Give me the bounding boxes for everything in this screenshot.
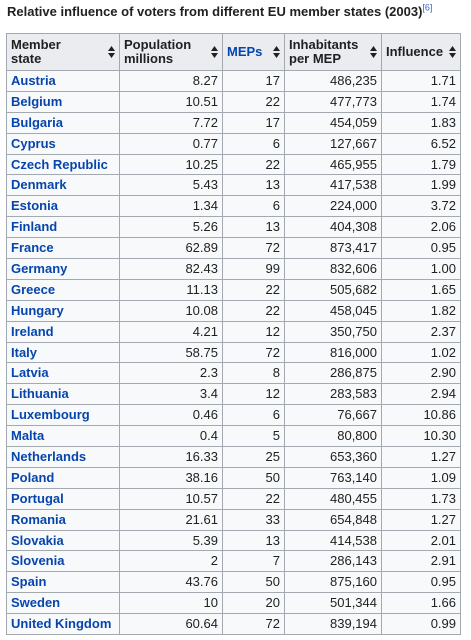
table-caption bbox=[7, 4, 432, 19]
inhabitants-per-mep-cell: 763,140 bbox=[285, 467, 382, 488]
meps-cell: 13 bbox=[223, 530, 285, 551]
population-cell: 5.26 bbox=[120, 217, 223, 238]
member-state-link[interactable]: Ireland bbox=[7, 321, 120, 342]
inhabitants-per-mep-cell: 127,667 bbox=[285, 133, 382, 154]
population-cell: 3.4 bbox=[120, 384, 223, 405]
population-cell: 10 bbox=[120, 593, 223, 614]
column-header-inhabitants-per-mep[interactable] bbox=[285, 34, 382, 71]
table-row bbox=[7, 572, 461, 593]
influence-table bbox=[6, 33, 461, 635]
member-state-link[interactable]: Czech Republic bbox=[7, 154, 120, 175]
header-label: state bbox=[11, 51, 42, 66]
meps-cell: 6 bbox=[223, 405, 285, 426]
influence-cell: 0.95 bbox=[382, 572, 461, 593]
influence-cell: 2.91 bbox=[382, 551, 461, 572]
table-row bbox=[7, 217, 461, 238]
member-state-link[interactable]: Slovakia bbox=[7, 530, 120, 551]
header-label: Member bbox=[11, 37, 61, 52]
meps-cell: 50 bbox=[223, 467, 285, 488]
member-state-link[interactable]: Cyprus bbox=[7, 133, 120, 154]
influence-cell: 1.27 bbox=[382, 509, 461, 530]
sort-arrows-icon[interactable] bbox=[108, 46, 115, 58]
table-row bbox=[7, 384, 461, 405]
population-cell: 58.75 bbox=[120, 342, 223, 363]
influence-cell: 1.66 bbox=[382, 593, 461, 614]
population-cell: 11.13 bbox=[120, 279, 223, 300]
meps-cell: 22 bbox=[223, 91, 285, 112]
population-cell: 10.25 bbox=[120, 154, 223, 175]
meps-cell: 13 bbox=[223, 217, 285, 238]
inhabitants-per-mep-cell: 505,682 bbox=[285, 279, 382, 300]
member-state-link[interactable]: Luxembourg bbox=[7, 405, 120, 426]
influence-cell: 2.06 bbox=[382, 217, 461, 238]
table-row bbox=[7, 447, 461, 468]
table-row bbox=[7, 405, 461, 426]
influence-cell: 1.79 bbox=[382, 154, 461, 175]
inhabitants-per-mep-cell: 414,538 bbox=[285, 530, 382, 551]
table-row bbox=[7, 133, 461, 154]
inhabitants-per-mep-cell: 501,344 bbox=[285, 593, 382, 614]
table-row bbox=[7, 154, 461, 175]
table-row bbox=[7, 300, 461, 321]
meps-cell: 6 bbox=[223, 196, 285, 217]
member-state-link[interactable]: Austria bbox=[7, 71, 120, 92]
meps-cell: 17 bbox=[223, 71, 285, 92]
population-cell: 2.3 bbox=[120, 363, 223, 384]
meps-cell: 72 bbox=[223, 342, 285, 363]
influence-cell: 6.52 bbox=[382, 133, 461, 154]
table-row bbox=[7, 530, 461, 551]
table-row bbox=[7, 279, 461, 300]
influence-cell: 10.30 bbox=[382, 426, 461, 447]
table-row bbox=[7, 426, 461, 447]
inhabitants-per-mep-cell: 486,235 bbox=[285, 71, 382, 92]
member-state-link[interactable]: Greece bbox=[7, 279, 120, 300]
population-cell: 21.61 bbox=[120, 509, 223, 530]
member-state-link[interactable]: Sweden bbox=[7, 593, 120, 614]
member-state-link[interactable]: Romania bbox=[7, 509, 120, 530]
column-header-influence[interactable] bbox=[382, 34, 461, 71]
member-state-link[interactable]: Spain bbox=[7, 572, 120, 593]
influence-cell: 0.95 bbox=[382, 238, 461, 259]
meps-cell: 13 bbox=[223, 175, 285, 196]
inhabitants-per-mep-cell: 80,800 bbox=[285, 426, 382, 447]
population-cell: 4.21 bbox=[120, 321, 223, 342]
population-cell: 5.39 bbox=[120, 530, 223, 551]
member-state-link[interactable]: Latvia bbox=[7, 363, 120, 384]
influence-cell: 10.86 bbox=[382, 405, 461, 426]
population-cell: 5.43 bbox=[120, 175, 223, 196]
population-cell: 0.46 bbox=[120, 405, 223, 426]
inhabitants-per-mep-cell: 465,955 bbox=[285, 154, 382, 175]
sort-arrows-icon[interactable] bbox=[273, 46, 280, 58]
inhabitants-per-mep-cell: 458,045 bbox=[285, 300, 382, 321]
header-label: millions bbox=[124, 51, 174, 66]
table-row bbox=[7, 71, 461, 92]
table-row bbox=[7, 488, 461, 509]
meps-cell: 72 bbox=[223, 238, 285, 259]
table-row bbox=[7, 509, 461, 530]
inhabitants-per-mep-cell: 480,455 bbox=[285, 488, 382, 509]
population-cell: 0.4 bbox=[120, 426, 223, 447]
inhabitants-per-mep-cell: 286,875 bbox=[285, 363, 382, 384]
header-row bbox=[7, 34, 461, 71]
inhabitants-per-mep-cell: 816,000 bbox=[285, 342, 382, 363]
inhabitants-per-mep-cell: 417,538 bbox=[285, 175, 382, 196]
inhabitants-per-mep-cell: 832,606 bbox=[285, 259, 382, 280]
population-cell: 43.76 bbox=[120, 572, 223, 593]
population-cell: 0.77 bbox=[120, 133, 223, 154]
influence-cell: 2.37 bbox=[382, 321, 461, 342]
member-state-link[interactable]: Bulgaria bbox=[7, 112, 120, 133]
table-row bbox=[7, 238, 461, 259]
meps-cell: 22 bbox=[223, 488, 285, 509]
table-row bbox=[7, 259, 461, 280]
influence-cell: 0.99 bbox=[382, 614, 461, 635]
member-state-link[interactable]: Netherlands bbox=[7, 447, 120, 468]
header-label: Influence bbox=[386, 44, 444, 59]
inhabitants-per-mep-cell: 477,773 bbox=[285, 91, 382, 112]
table-row bbox=[7, 614, 461, 635]
member-state-link[interactable]: Belgium bbox=[7, 91, 120, 112]
meps-cell: 22 bbox=[223, 154, 285, 175]
table-row bbox=[7, 342, 461, 363]
table-row bbox=[7, 91, 461, 112]
meps-header-link[interactable]: MEPs bbox=[227, 44, 263, 59]
meps-cell: 7 bbox=[223, 551, 285, 572]
table-row bbox=[7, 175, 461, 196]
table-row bbox=[7, 321, 461, 342]
population-cell: 10.08 bbox=[120, 300, 223, 321]
population-cell: 2 bbox=[120, 551, 223, 572]
meps-cell: 12 bbox=[223, 321, 285, 342]
influence-cell: 1.99 bbox=[382, 175, 461, 196]
meps-cell: 50 bbox=[223, 572, 285, 593]
influence-cell: 1.74 bbox=[382, 91, 461, 112]
influence-cell: 1.71 bbox=[382, 71, 461, 92]
reference-link[interactable]: [6] bbox=[422, 2, 433, 13]
influence-cell: 2.94 bbox=[382, 384, 461, 405]
influence-cell: 1.00 bbox=[382, 259, 461, 280]
inhabitants-per-mep-cell: 224,000 bbox=[285, 196, 382, 217]
header-label: Inhabitants bbox=[289, 37, 359, 52]
inhabitants-per-mep-cell: 839,194 bbox=[285, 614, 382, 635]
meps-cell: 17 bbox=[223, 112, 285, 133]
member-state-link[interactable]: Finland bbox=[7, 217, 120, 238]
meps-cell: 25 bbox=[223, 447, 285, 468]
influence-cell: 1.73 bbox=[382, 488, 461, 509]
inhabitants-per-mep-cell: 454,059 bbox=[285, 112, 382, 133]
header-label: per MEP bbox=[289, 51, 342, 66]
inhabitants-per-mep-cell: 653,360 bbox=[285, 447, 382, 468]
population-cell: 62.89 bbox=[120, 238, 223, 259]
influence-cell: 3.72 bbox=[382, 196, 461, 217]
caption-title: Relative influence of voters from different EU member states (2003) bbox=[7, 4, 423, 19]
member-state-link[interactable]: Germany bbox=[7, 259, 120, 280]
table-row bbox=[7, 467, 461, 488]
influence-cell: 1.82 bbox=[382, 300, 461, 321]
column-header-member-state[interactable] bbox=[7, 34, 120, 71]
influence-cell: 1.65 bbox=[382, 279, 461, 300]
member-state-link[interactable]: Italy bbox=[7, 342, 120, 363]
meps-cell: 6 bbox=[223, 133, 285, 154]
table-row bbox=[7, 196, 461, 217]
inhabitants-per-mep-cell: 873,417 bbox=[285, 238, 382, 259]
meps-cell: 72 bbox=[223, 614, 285, 635]
population-cell: 8.27 bbox=[120, 71, 223, 92]
table-row bbox=[7, 112, 461, 133]
population-cell: 38.16 bbox=[120, 467, 223, 488]
member-state-link[interactable]: Malta bbox=[7, 426, 120, 447]
column-header-meps[interactable] bbox=[223, 34, 285, 71]
influence-cell: 1.27 bbox=[382, 447, 461, 468]
member-state-link[interactable]: Slovenia bbox=[7, 551, 120, 572]
population-cell: 10.51 bbox=[120, 91, 223, 112]
table-row bbox=[7, 363, 461, 384]
influence-cell: 1.09 bbox=[382, 467, 461, 488]
member-state-link[interactable]: Portugal bbox=[7, 488, 120, 509]
population-cell: 60.64 bbox=[120, 614, 223, 635]
member-state-link[interactable]: Poland bbox=[7, 467, 120, 488]
inhabitants-per-mep-cell: 350,750 bbox=[285, 321, 382, 342]
influence-cell: 2.01 bbox=[382, 530, 461, 551]
member-state-link[interactable]: United Kingdom bbox=[7, 614, 120, 635]
inhabitants-per-mep-cell: 76,667 bbox=[285, 405, 382, 426]
meps-cell: 99 bbox=[223, 259, 285, 280]
meps-cell: 22 bbox=[223, 300, 285, 321]
inhabitants-per-mep-cell: 404,308 bbox=[285, 217, 382, 238]
table-body bbox=[7, 71, 461, 635]
member-state-link[interactable]: Estonia bbox=[7, 196, 120, 217]
sort-arrows-icon[interactable] bbox=[211, 46, 218, 58]
member-state-link[interactable]: Lithuania bbox=[7, 384, 120, 405]
population-cell: 7.72 bbox=[120, 112, 223, 133]
sort-arrows-icon[interactable] bbox=[449, 46, 456, 58]
meps-cell: 5 bbox=[223, 426, 285, 447]
inhabitants-per-mep-cell: 875,160 bbox=[285, 572, 382, 593]
table-row bbox=[7, 593, 461, 614]
meps-cell: 20 bbox=[223, 593, 285, 614]
inhabitants-per-mep-cell: 654,848 bbox=[285, 509, 382, 530]
influence-cell: 1.83 bbox=[382, 112, 461, 133]
population-cell: 10.57 bbox=[120, 488, 223, 509]
meps-cell: 22 bbox=[223, 279, 285, 300]
member-state-link[interactable]: Denmark bbox=[7, 175, 120, 196]
meps-cell: 8 bbox=[223, 363, 285, 384]
column-header-population[interactable] bbox=[120, 34, 223, 71]
meps-cell: 12 bbox=[223, 384, 285, 405]
member-state-link[interactable]: France bbox=[7, 238, 120, 259]
influence-cell: 2.90 bbox=[382, 363, 461, 384]
meps-cell: 33 bbox=[223, 509, 285, 530]
table-row bbox=[7, 551, 461, 572]
influence-cell: 1.02 bbox=[382, 342, 461, 363]
inhabitants-per-mep-cell: 283,583 bbox=[285, 384, 382, 405]
population-cell: 16.33 bbox=[120, 447, 223, 468]
population-cell: 82.43 bbox=[120, 259, 223, 280]
sort-arrows-icon[interactable] bbox=[370, 46, 377, 58]
population-cell: 1.34 bbox=[120, 196, 223, 217]
inhabitants-per-mep-cell: 286,143 bbox=[285, 551, 382, 572]
member-state-link[interactable]: Hungary bbox=[7, 300, 120, 321]
header-label: Population bbox=[124, 37, 192, 52]
